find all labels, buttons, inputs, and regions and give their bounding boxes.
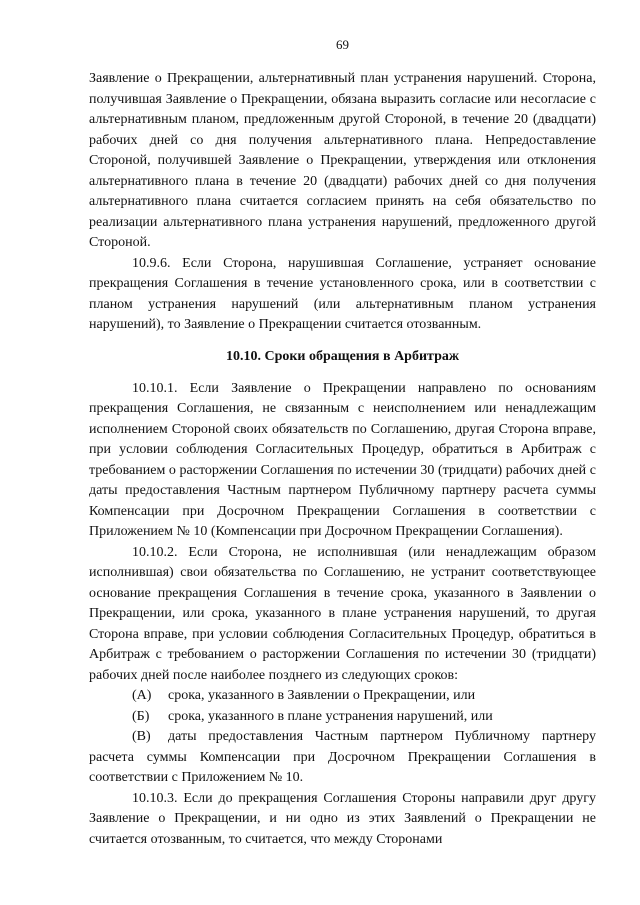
list-marker: (В) [132,729,151,744]
list-item-text: даты предоставления Частным партнером Публичному партнеру расчета суммы Компенсации при Досрочном Прекращении Соглашения в соответствии с Приложением № 10. [89,729,596,785]
paragraph-continuation: Заявление о Прекращении, альтернативный план устранения нарушений. Сторона, получившая Заявление о Прекращении, обязана выразить согласие или несогласие с альтернативным планом, предложенным другой Стороной, в течение 20 (двадцати) рабочих дней со дня получения альтернативного плана. Непредоставление Стороной, получившей Заявление о Прекращении, утверждения или отклонения альтернативного плана в течение 20 (двадцати) рабочих дней со дня получения альтернативного плана считается согласием принять на себя обязательство по реализации альтернативного плана устранения нарушений, предложенного другой Стороной. [89,71,596,250]
list-item-c [89,727,596,789]
list-marker: (А) [132,688,152,703]
list-item-text: срока, указанного в плане устранения нарушений, или [168,708,493,724]
paragraph-10-10-2: 10.10.2. Если Сторона, не исполнившая (или ненадлежащим образом исполнившая) свои обязательства по Соглашению, не устранит соответствующее основание прекращения Соглашения в течение срока, указанного в Заявлении о Прекращении, или срока, указанного в плане устранения нарушений, то другая Сторона вправе, при условии соблюдения Согласительных Процедур, обратиться в Арбитраж с требованием о расторжении Соглашения по истечении 30 (тридцати) рабочих дней после наиболее позднего из следующих сроков: [89,544,596,683]
list-marker: (Б) [132,708,150,724]
paragraph-10-10-3: 10.10.3. Если до прекращения Соглашения Стороны направили друг другу Заявление о Прекращении, и ни одно из этих Заявлений о Прекращении не считается отозванным, то считается, что между Сторонами [89,790,596,847]
page-number: 69 [336,37,349,52]
list-item-a [89,686,596,707]
list-item-text: срока, указанного в Заявлении о Прекращении, или [168,688,476,703]
paragraph-10-10-1: 10.10.1. Если Заявление о Прекращении направлено по основаниям прекращения Соглашения, не связанным с неисполнением или ненадлежащим исполнением Стороной своих обязательств по Соглашению, другая Сторона вправе, при условии соблюдения Согласительных Процедур, обратиться в Арбитраж с требованием о расторжении Соглашения по истечении 30 (тридцати) рабочих дней с даты предоставления Частным партнером Публичному партнеру расчета суммы Компенсации при Досрочном Прекращении Соглашения в соответствии с Приложением № 10 (Компенсации при Досрочном Прекращении Соглашения). [89,380,596,539]
paragraph-10-9-6: 10.9.6. Если Сторона, нарушившая Соглашение, устраняет основание прекращения Соглашения в течение установленного срока, или в соответствии с планом устранения нарушений (или альтернативным планом устранения нарушений), то Заявление о Прекращении считается отозванным. [89,255,596,332]
list-item-b [89,707,596,728]
section-heading-10-10: 10.10. Сроки обращения в Арбитраж [225,348,460,364]
